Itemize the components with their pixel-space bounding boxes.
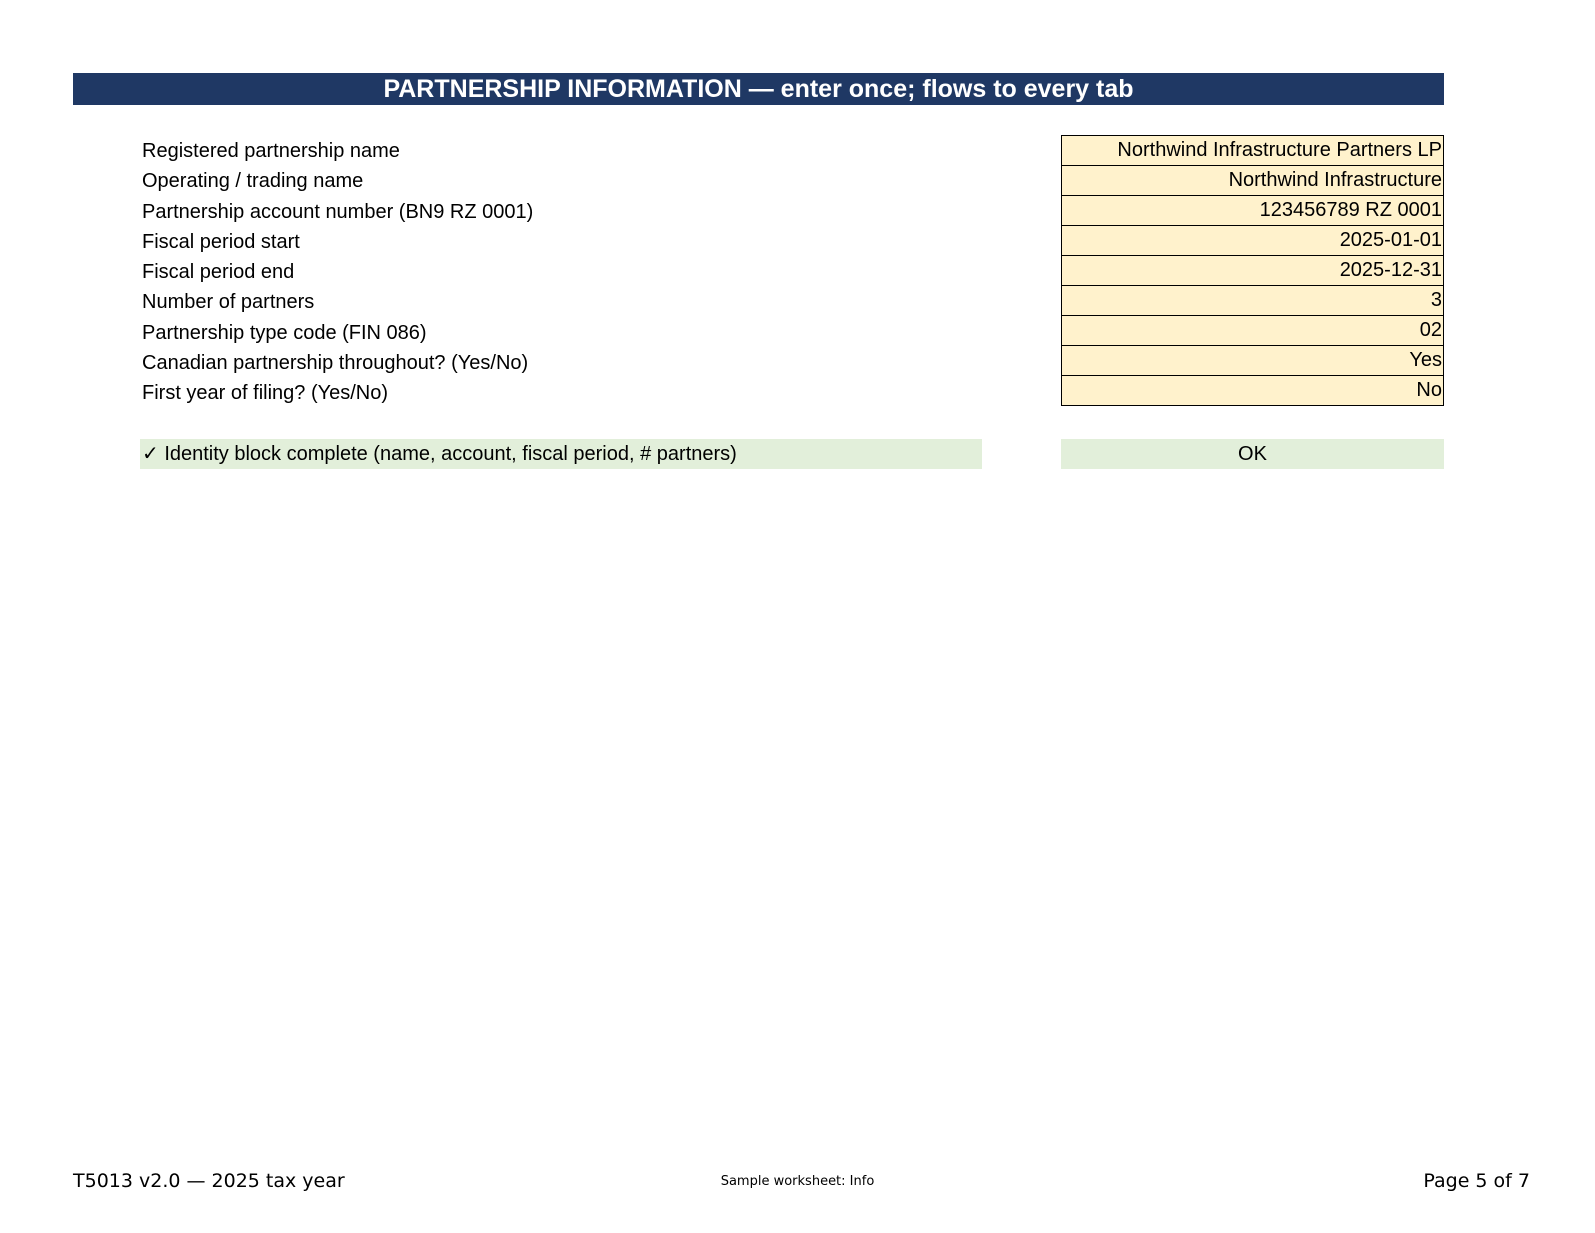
first-year-cell[interactable]: No — [1062, 375, 1443, 405]
trading-name-cell[interactable]: Northwind Infrastructure — [1062, 165, 1443, 195]
label-fiscal-start: Fiscal period start — [142, 230, 300, 253]
fiscal-start-cell[interactable]: 2025-01-01 — [1062, 225, 1443, 255]
canadian-partnership-cell[interactable]: Yes — [1062, 345, 1443, 375]
label-account-number: Partnership account number (BN9 RZ 0001) — [142, 200, 534, 223]
label-trading-name: Operating / trading name — [142, 170, 364, 193]
number-of-partners-cell[interactable]: 3 — [1062, 285, 1443, 315]
registered-name-cell[interactable]: Northwind Infrastructure Partners LP — [1117, 139, 1442, 161]
footer-version: T5013 v2.0 — 2025 tax year — [73, 1170, 345, 1192]
footer-page-number: Page 5 of 7 — [1423, 1170, 1530, 1192]
partnership-type-cell[interactable]: 02 — [1062, 315, 1443, 345]
account-number-cell[interactable]: 123456789 RZ 0001 — [1062, 195, 1443, 225]
label-first-year: First year of filing? (Yes/No) — [142, 382, 389, 405]
label-registered-name: Registered partnership name — [142, 140, 400, 162]
input-cells — [1061, 135, 1444, 406]
field-labels — [142, 136, 942, 409]
label-canadian-partnership: Canadian partnership throughout? (Yes/No) — [142, 352, 529, 375]
identity-check-status: OK — [1061, 439, 1444, 469]
section-title: PARTNERSHIP INFORMATION — enter once; flows to every tab — [73, 73, 1444, 105]
footer-sheet-name: Sample worksheet: Info — [720, 1174, 875, 1189]
label-partnership-type: Partnership type code (FIN 086) — [142, 321, 427, 344]
identity-check-label: ✓ Identity block complete (name, account, fiscal period, # partners) — [140, 439, 982, 469]
label-number-of-partners: Number of partners — [142, 291, 315, 314]
fiscal-end-cell[interactable]: 2025-12-31 — [1062, 255, 1443, 285]
label-fiscal-end: Fiscal period end — [142, 261, 295, 284]
